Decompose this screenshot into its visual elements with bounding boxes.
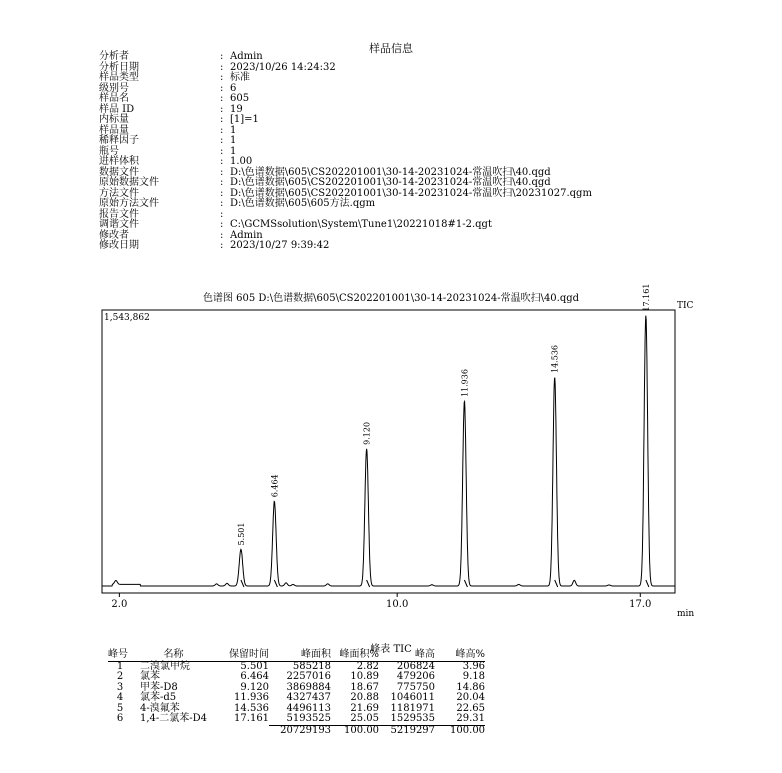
info-separator: :: [220, 240, 224, 251]
info-value: 1: [230, 124, 237, 136]
info-value: [1]=1: [230, 114, 259, 125]
peak-table-cell: 甲苯-D8: [140, 681, 178, 693]
info-value: 19: [230, 103, 243, 115]
peak-table-cell: 100.00: [331, 725, 379, 736]
peak-marker: [646, 580, 649, 587]
peak-table-cell: 22.65: [456, 702, 486, 714]
peak-table-cell: 14.536: [234, 702, 270, 714]
plot-frame: [102, 310, 675, 593]
peak-table-cell: 5219297: [379, 725, 435, 736]
peak-marker: [274, 580, 277, 587]
info-label: 稀释因子: [99, 135, 139, 146]
peak-table-cell: 25.05: [350, 713, 380, 724]
peak-rt-label: 14.536: [550, 344, 560, 373]
peak-table-cell: 氯苯-d5: [140, 692, 177, 703]
x-axis-unit: min: [677, 609, 695, 619]
peak-table-cell: 4-溴氟苯: [140, 702, 180, 714]
peak-rt-label: 6.464: [270, 474, 280, 498]
peak-table-cell: 14.86: [456, 681, 486, 693]
peak-table-header: 峰高: [379, 650, 435, 661]
info-separator: :: [220, 51, 224, 62]
peak-table-cell: 3: [116, 681, 124, 693]
peak-table-title: 峰表 TIC: [370, 644, 412, 655]
peak-table-cell: 6.464: [240, 671, 270, 682]
info-value: 1.00: [230, 156, 253, 167]
peak-table-cell: 1: [116, 660, 124, 672]
peak-table-header: 峰面积: [269, 650, 331, 661]
peak-table-header: 峰面积%: [331, 650, 379, 661]
info-separator: :: [220, 61, 224, 73]
y-max-label: 1,543,862: [104, 313, 150, 323]
info-value: C:\GCMSsolution\System\Tune1\20221018#1-2.qgt: [230, 219, 492, 230]
peak-table-cell: 20.88: [350, 692, 380, 703]
info-label: 样品类型: [99, 72, 139, 83]
info-label: 修改日期: [99, 240, 139, 251]
info-value: D:\色谱数据\605\CS202201001\30-14-20231024-常温吹扫\40.qgd: [230, 166, 551, 178]
peak-table-cell: 3.96: [462, 660, 486, 672]
info-value: D:\色谱数据\605\605方法.qgm: [230, 198, 376, 209]
info-separator: :: [220, 156, 224, 167]
x-tick-label: 10.0: [386, 599, 409, 610]
peak-table-cell: 10.89: [350, 671, 380, 682]
peak-table-cell: 4: [116, 692, 124, 703]
info-value: D:\色谱数据\605\CS202201001\30-14-20231024-常温吹扫\40.qgd: [230, 177, 551, 188]
x-tick-label: 2.0: [111, 599, 128, 610]
info-value: 2023/10/26 14:24:32: [230, 61, 336, 73]
info-label: 分析者: [99, 51, 129, 62]
peak-marker: [241, 580, 244, 587]
peak-rt-label: 11.936: [460, 369, 470, 398]
info-separator: :: [220, 93, 224, 104]
info-separator: :: [220, 145, 224, 157]
info-separator: :: [220, 229, 224, 241]
peak-table-cell: 二溴氯甲烷: [140, 660, 190, 672]
info-value: 1: [230, 135, 237, 146]
info-value: 2023/10/27 9:39:42: [230, 240, 330, 251]
info-label: 数据文件: [99, 166, 139, 178]
info-separator: :: [220, 166, 224, 178]
peak-table-cell: 585218: [292, 660, 332, 672]
peak-marker: [464, 580, 467, 587]
peak-table-cell: 18.67: [350, 681, 380, 693]
peak-table-cell: 11.936: [234, 692, 270, 703]
peak-table-cell: 9.18: [462, 671, 486, 682]
info-label: 样品名: [99, 93, 129, 104]
peak-table-cell: 206824: [396, 660, 436, 672]
info-separator: :: [220, 208, 224, 220]
info-label: 级别号: [99, 82, 129, 94]
peak-rt-label: 9.120: [362, 421, 372, 445]
peak-rt-label: 5.501: [236, 522, 246, 546]
info-separator: :: [220, 114, 224, 125]
info-value: D:\色谱数据\605\CS202201001\30-14-20231024-常温吹扫\20231027.qgm: [230, 187, 592, 199]
info-label: 方法文件: [99, 187, 139, 199]
peak-table-cell: 5193525: [286, 713, 332, 724]
peak-table-row: [108, 672, 485, 683]
peak-rt-label: 17.161: [641, 283, 651, 312]
info-value: 1: [230, 145, 237, 157]
info-label: 修改者: [99, 229, 129, 241]
info-separator: :: [220, 82, 224, 94]
peak-table-cell: 4327437: [286, 692, 332, 703]
info-label: 样品量: [99, 124, 129, 136]
peak-table-row: [108, 714, 485, 725]
peak-table-header: 峰高%: [435, 650, 485, 661]
info-value: 标准: [230, 72, 250, 83]
peak-table-cell: 氯苯: [140, 671, 160, 682]
peak-table-cell: 100.00: [435, 725, 485, 736]
info-separator: :: [220, 72, 224, 83]
peak-table-cell: 2.82: [356, 660, 380, 672]
peak-table-row: [108, 693, 485, 704]
peak-table-cell: 20.04: [456, 692, 486, 703]
peak-table-total-row: [108, 725, 485, 736]
peak-table-cell: 9.120: [240, 681, 270, 693]
sample-info-title: 样品信息: [369, 42, 413, 55]
peak-table-cell: [108, 725, 140, 736]
peak-table-cell: 20729193: [269, 725, 331, 736]
peak-table-cell: 17.161: [234, 713, 270, 725]
info-label: 样品 ID: [99, 103, 135, 115]
peak-table-cell: 3869884: [286, 681, 332, 693]
peak-table-cell: [207, 725, 269, 736]
info-separator: :: [220, 219, 224, 230]
peak-table-cell: 4496113: [286, 702, 332, 714]
peak-table-cell: 21.69: [350, 702, 380, 714]
peak-table-header: 名称: [140, 650, 207, 661]
info-separator: :: [220, 187, 224, 199]
peak-table-cell: [140, 725, 207, 736]
peak-table-cell: 1046011: [390, 692, 436, 703]
info-label: 内标量: [99, 114, 129, 125]
peak-table-cell: 1,4-二氯苯-D4: [140, 713, 208, 725]
info-label: 分析日期: [99, 61, 139, 73]
info-value: 605: [230, 93, 250, 104]
info-label: 瓶号: [99, 145, 119, 157]
x-tick-label: 17.0: [629, 599, 652, 610]
info-label: 原始方法文件: [99, 198, 159, 209]
trace-label: TIC: [677, 301, 694, 311]
info-separator: :: [220, 135, 224, 146]
peak-table-cell: 775750: [396, 681, 436, 693]
info-label: 调谐文件: [99, 219, 139, 230]
peak-table-cell: 2257016: [286, 671, 332, 682]
tic-trace: [102, 316, 675, 586]
peak-table-cell: 1181971: [390, 702, 436, 714]
peak-table-cell: 5: [116, 702, 124, 714]
peak-table-cell: 5.501: [240, 660, 270, 672]
peak-table: [108, 650, 485, 736]
info-separator: :: [220, 103, 224, 115]
peak-table-cell: 6: [116, 713, 124, 725]
info-separator: :: [220, 177, 224, 188]
info-label: 原始数据文件: [99, 177, 159, 188]
info-value: Admin: [230, 51, 263, 62]
info-value: 6: [230, 82, 237, 94]
info-separator: :: [220, 124, 224, 136]
peak-table-cell: 29.31: [456, 713, 486, 724]
peak-table-cell: 2: [116, 671, 124, 682]
info-label: 报告文件: [99, 208, 139, 220]
info-label: 进样体积: [99, 156, 139, 167]
peak-marker: [367, 580, 370, 587]
peak-table-cell: 479206: [396, 671, 436, 682]
chromatogram-title: 色谱图 605 D:\色谱数据\605\CS202201001\30-14-20231024-常温吹扫\40.qgd: [202, 293, 580, 304]
info-separator: :: [220, 198, 224, 209]
peak-table-cell: 1529535: [390, 713, 436, 724]
peak-table-header: 峰号: [108, 650, 140, 661]
peak-table-header: 保留时间: [207, 650, 269, 661]
info-value: Admin: [230, 229, 263, 241]
peak-marker: [555, 580, 558, 587]
